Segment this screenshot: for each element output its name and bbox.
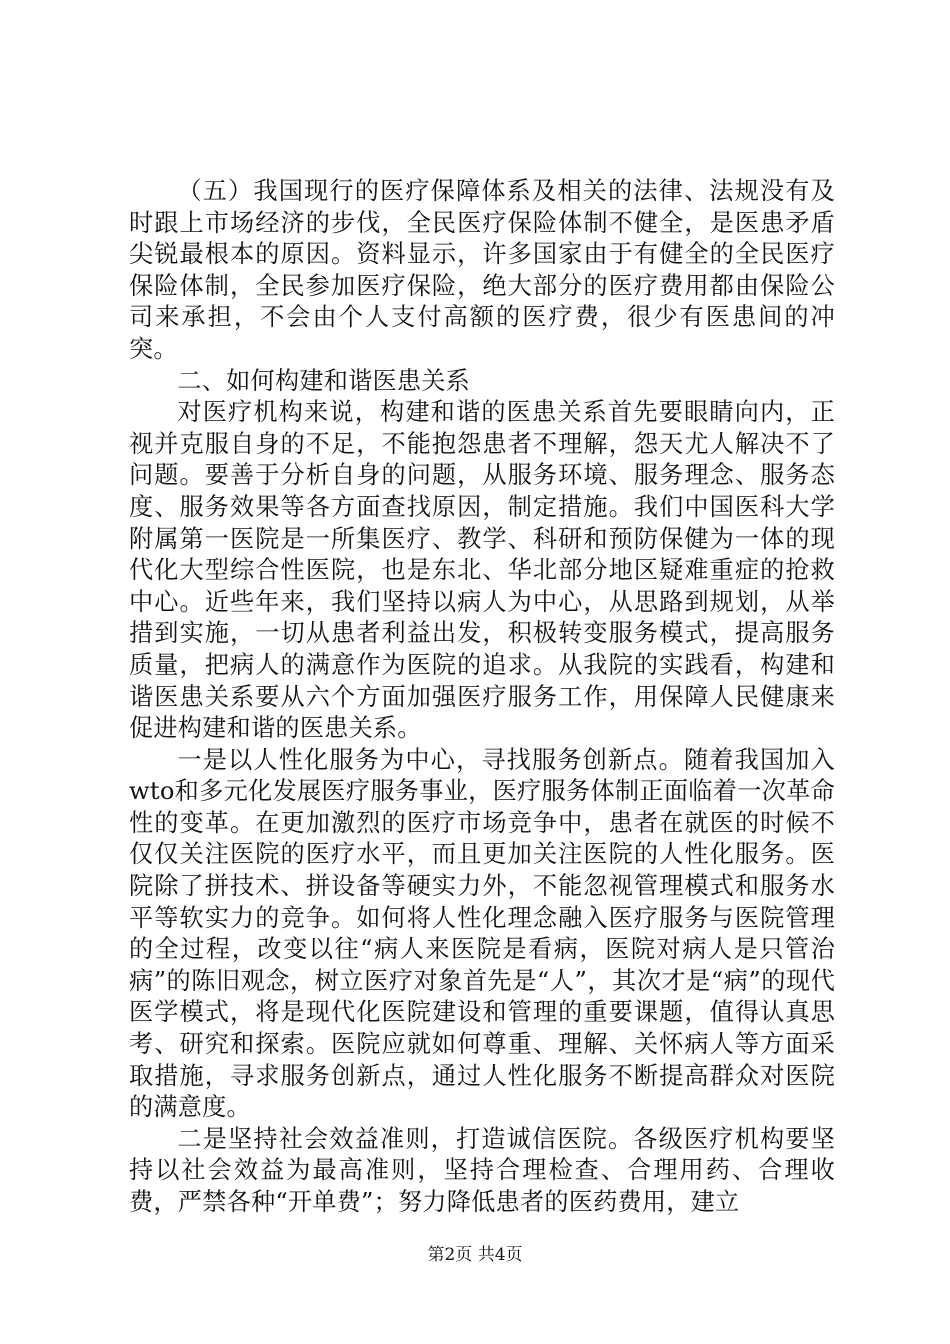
paragraph-insurance-system: （五）我国现行的医疗保障体系及相关的法律、法规没有及时跟上市场经济的步伐，全民医疗保险体制不健全，是医患矛盾尖锐最根本的原因。资料显示，许多国家由于有健全的全民医疗保险体制，全民参加医疗保险，绝大部分的医疗费用都由保险公司来承担，不会由个人支付高额的医疗费，很少有医患间的冲突。: [129, 177, 835, 363]
page-number: 第2页 共4页: [427, 1245, 523, 1265]
paragraph-humanized-service: 一是以人性化服务为中心，寻找服务创新点。随着我国加入wto和多元化发展医疗服务事业，医疗服务体制正面临着一次革命性的变革。在更加激烈的医疗市场竞争中，患者在就医的时候不仅仅关注医院的医疗水平，而且更加关注医院的人性化服务。医院除了拼技术、拼设备等硬实力外，不能忽视管理模式和服务水平等软实力的竞争。如何将人性化理念融入医疗服务与医院管理的全过程，改变以往“病人来医院是看病，医院对病人是只管治病”的陈旧观念，树立医疗对象首先是“人”，其次才是“病”的现代医学模式，将是现代化医院建设和管理的重要课题，值得认真思考、研究和探索。医院应就如何尊重、理解、关怀病人等方面采取措施，寻求服务创新点，通过人性化服务不断提高群众对医院的满意度。: [129, 745, 835, 1122]
section-heading: 二、如何构建和谐医患关系: [177, 366, 471, 395]
paragraph-social-benefit: 二是坚持社会效益准则，打造诚信医院。各级医疗机构要坚持以社会效益为最高准则，坚持合理检查、合理用药、合理收费，严禁各种“开单费”；努力降低患者的医药费用，建立: [129, 1124, 835, 1216]
paragraph-medical-institutions: 对医疗机构来说，构建和谐的医患关系首先要眼睛向内，正视并克服自身的不足，不能抱怨患者不理解，怨天尤人解决不了问题。要善于分析自身的问题，从服务环境、服务理念、服务态度、服务效果等各方面查找原因，制定措施。我们中国医科大学附属第一医院是一所集医疗、教学、科研和预防保健为一体的现代化大型综合性医院，也是东北、华北部分地区疑难重症的抢救中心。近些年来，我们坚持以病人为中心，从思路到规划，从举措到实施，一切从患者利益出发，积极转变服务模式，提高服务质量，把病人的满意作为医院的追求。从我院的实践看，构建和谐医患关系要从六个方面加强医疗服务工作，用保障人民健康来促进构建和谐的医患关系。: [129, 398, 835, 743]
document-body: [129, 176, 835, 1219]
